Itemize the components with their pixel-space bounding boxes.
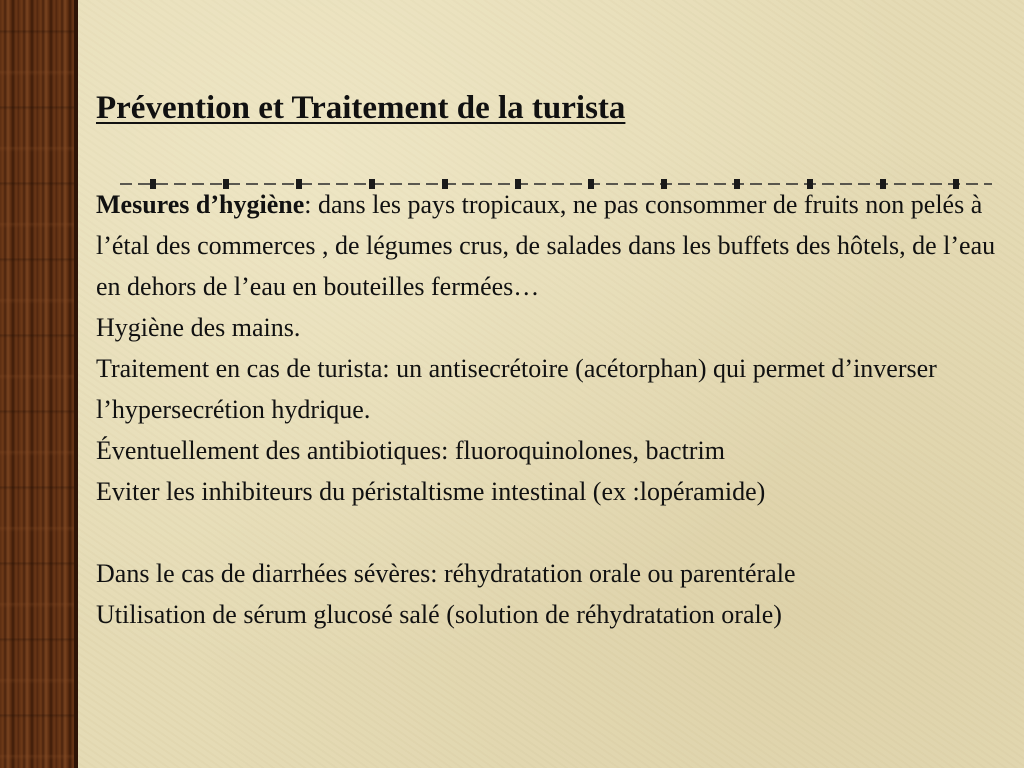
body-line: Hygiène des mains. (96, 313, 301, 342)
hygiene-label: Mesures d’hygiène (96, 190, 305, 219)
hygiene-colon: : (304, 190, 312, 219)
body-line: Traitement en cas de turista: un antisecrétoire (acétorphan) qui permet d’inverser l’hypersecrétion hydrique. (96, 354, 937, 424)
slide-body (96, 184, 1018, 635)
wood-border-strip (0, 0, 78, 768)
body-line: Utilisation de sérum glucosé salé (solution de réhydratation orale) (96, 600, 782, 629)
slide-title: Prévention et Traitement de la turista (96, 90, 626, 126)
body-line: Eviter les inhibiteurs du péristaltisme intestinal (ex :lopéramide) (96, 477, 766, 506)
hygiene-paragraph (96, 184, 1018, 307)
body-line: Dans le cas de diarrhées sévères: réhydratation orale ou parentérale (96, 559, 796, 588)
body-line: Éventuellement des antibiotiques: fluoroquinolones, bactrim (96, 436, 725, 465)
paragraph-gap (96, 512, 1018, 553)
hygiene-text: dans les pays tropicaux, ne pas consommer de fruits non pelés à l’étal des commerces , de légumes crus, de salades dans les buffets des hôtels, de l’eau en dehors de l’eau en bouteilles fermées… (96, 190, 996, 301)
